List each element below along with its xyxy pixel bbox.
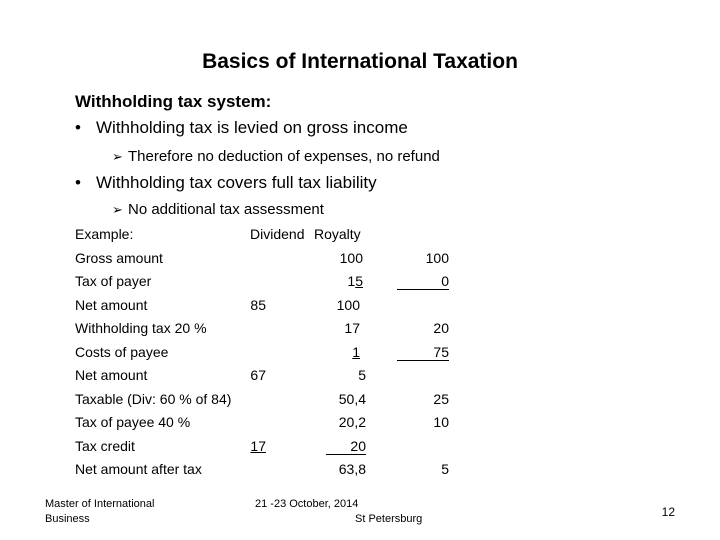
- royalty-value: [397, 344, 449, 361]
- row-label: Net amount: [75, 367, 148, 383]
- dividend-value: 50,4: [338, 390, 366, 407]
- royalty-value: 25: [433, 390, 449, 407]
- dividend-value: 20,2: [338, 414, 366, 430]
- royalty-value-underlined: 0: [397, 274, 449, 290]
- royalty-value: [397, 273, 449, 290]
- bullet-dot-icon: •: [75, 118, 81, 137]
- table-row: [75, 367, 455, 391]
- royalty-value: 10: [433, 414, 449, 430]
- net-dividend-value: 67: [250, 367, 266, 383]
- arrow-bullet-icon: ➢: [112, 149, 123, 164]
- dividend-value-underlined: 5: [355, 273, 363, 289]
- royalty-value-underlined: 75: [397, 345, 449, 361]
- example-label: Example:: [75, 226, 134, 242]
- row-label: Net amount after tax: [75, 461, 202, 477]
- footer-program-cont: Business: [45, 513, 90, 525]
- royalty-value: 100: [425, 249, 449, 266]
- dividend-value: [352, 344, 360, 360]
- table-row: [75, 414, 455, 438]
- row-label: Tax of payer: [75, 273, 152, 289]
- arrow-bullet-icon: ➢: [112, 202, 123, 217]
- row-label: Tax credit: [75, 437, 135, 454]
- slide-title: Basics of International Taxation: [202, 50, 518, 73]
- example-table: [75, 226, 455, 485]
- table-row: [75, 297, 455, 321]
- table-row: [75, 250, 455, 274]
- row-label: Gross amount: [75, 249, 163, 266]
- table-row: [75, 461, 455, 485]
- table-row: [75, 320, 455, 344]
- footer-date: 21 -23 October, 2014: [255, 498, 359, 510]
- footer-left: [45, 497, 154, 527]
- sub-bullet-2: [112, 201, 324, 218]
- column-header-royalty: Royalty: [314, 226, 361, 242]
- page-number: 12: [661, 505, 675, 519]
- bullet-text: Withholding tax is levied on gross income: [96, 118, 408, 137]
- dividend-value: 63,8: [338, 461, 366, 477]
- table-row: [75, 438, 455, 462]
- net-dividend-underlined: 17: [250, 437, 266, 454]
- row-label: Net amount: [75, 296, 148, 313]
- bullet-2: [75, 173, 377, 193]
- bullet-1: [75, 118, 408, 138]
- dividend-value-underlined: 1: [352, 343, 360, 360]
- sub-bullet-1: [112, 148, 440, 165]
- footer-location: St Petersburg: [355, 513, 423, 525]
- net-dividend-value: 85: [250, 296, 266, 313]
- table-row: [75, 391, 455, 415]
- column-header-dividend: Dividend: [250, 226, 305, 242]
- table-header-row: [75, 226, 455, 250]
- table-row: [75, 344, 455, 368]
- sub-bullet-text: No additional tax assessment: [128, 201, 324, 218]
- row-label: Costs of payee: [75, 343, 169, 360]
- net-dividend-value: [250, 438, 266, 454]
- royalty-value: 20: [433, 320, 449, 336]
- dividend-value: 5: [358, 367, 366, 383]
- dividend-value: [326, 438, 366, 455]
- subheading: Withholding tax system:: [75, 92, 272, 111]
- dividend-value-plain: 1: [347, 273, 356, 289]
- bullet-dot-icon: •: [75, 173, 81, 192]
- row-label: Withholding tax 20 %: [75, 320, 207, 336]
- dividend-value: 100: [336, 296, 360, 313]
- royalty-value: 5: [441, 461, 449, 477]
- table-row: [75, 273, 455, 297]
- row-label: Tax of payee 40 %: [75, 414, 191, 430]
- row-label: Taxable (Div: 60 % of 84): [75, 390, 232, 407]
- bullet-text: Withholding tax covers full tax liability: [96, 173, 377, 192]
- dividend-value: [347, 273, 363, 289]
- sub-bullet-text: Therefore no deduction of expenses, no refund: [128, 148, 440, 165]
- dividend-value: 17: [344, 320, 360, 336]
- dividend-value: 100: [339, 249, 363, 266]
- dividend-value-underlined: 20: [326, 439, 366, 455]
- footer-program: Master of International: [45, 498, 155, 510]
